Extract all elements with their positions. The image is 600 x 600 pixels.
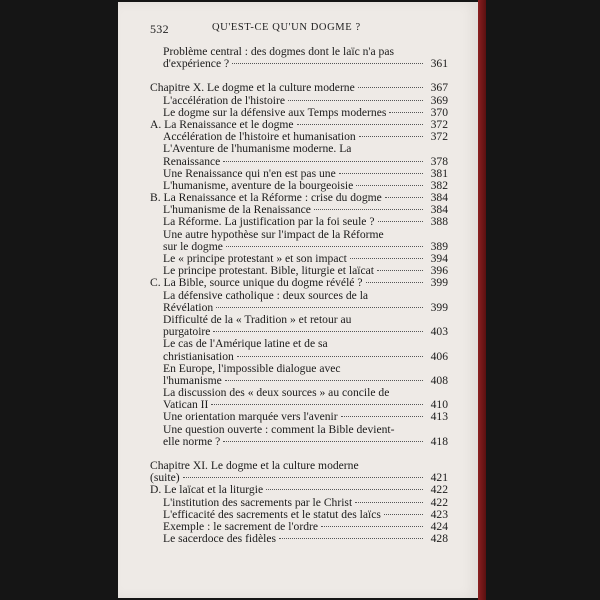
toc-entry [150, 229, 448, 241]
toc-entry-text: Une Renaissance qui n'en est pas une [163, 167, 336, 180]
leader-dots [350, 258, 423, 259]
table-of-contents [150, 46, 448, 545]
leader-dots [384, 514, 423, 515]
toc-entry-text: Exemple : le sacrement de l'ordre [163, 520, 318, 533]
toc-page-number: 367 [430, 81, 448, 95]
leader-dots [226, 246, 423, 247]
toc-entry [150, 338, 448, 350]
toc-entry-text: L'humanisme, aventure de la bourgeoisie [163, 179, 354, 192]
toc-entry-text: C. La Bible, source unique du dogme révélé ? [150, 277, 363, 290]
toc-entry-text: Problème central : des dogmes dont le laïc n'a pas [163, 46, 394, 58]
toc-entry [150, 204, 448, 216]
toc-page-number: 384 [430, 191, 448, 205]
toc-page-number: 421 [430, 471, 448, 485]
toc-entry-text: A. La Renaissance et le dogme [150, 118, 294, 131]
toc-page-number: 399 [430, 276, 448, 290]
leader-dots [288, 100, 423, 101]
leader-dots [211, 404, 423, 405]
toc-entry [150, 46, 448, 58]
toc-page-number: 413 [430, 410, 448, 424]
toc-entry [150, 460, 448, 472]
leader-dots [232, 63, 423, 64]
toc-entry [150, 156, 448, 168]
toc-entry [150, 509, 448, 521]
toc-entry-text: purgatoire [163, 326, 211, 339]
leader-dots [213, 331, 423, 332]
leader-dots [339, 173, 423, 174]
toc-page-number: 410 [430, 398, 448, 412]
leader-dots [223, 161, 423, 162]
toc-entry-text: Révélation [163, 301, 214, 314]
toc-entry-text: La défensive catholique : deux sources de la [163, 289, 369, 302]
toc-entry-text: Renaissance [163, 155, 221, 168]
toc-entry-text: Une question ouverte : comment la Bible devient- [163, 423, 395, 436]
book-cover-edge [478, 0, 486, 600]
toc-entry [150, 399, 448, 411]
toc-entry [150, 363, 448, 375]
toc-entry-text: La discussion des « deux sources » au concile de [163, 387, 390, 400]
toc-entry-text: elle norme ? [163, 435, 221, 448]
toc-entry [150, 241, 448, 253]
toc-entry [150, 472, 448, 484]
toc-entry-text: Le « principe protestant » et son impact [163, 253, 347, 265]
toc-entry-text: En Europe, l'impossible dialogue avec [163, 362, 341, 375]
toc-page-number: 372 [430, 130, 448, 144]
toc-entry-text: Une autre hypothèse sur l'impact de la Réforme [163, 228, 384, 241]
toc-entry-text: B. La Renaissance et la Réforme : crise du dogme [150, 192, 382, 205]
toc-page-number: 361 [430, 57, 448, 71]
toc-entry [150, 107, 448, 119]
toc-entry-text: Le sacerdoce des fidèles [163, 533, 276, 546]
toc-entry-text: Le principe protestant. Bible, liturgie et laïcat [163, 265, 374, 278]
toc-page-number: 418 [430, 434, 448, 448]
leader-dots [237, 356, 423, 357]
leader-dots [183, 477, 423, 478]
toc-entry-text: L'institution des sacrements par le Christ [163, 496, 353, 509]
toc-entry [150, 484, 448, 496]
toc-entry-text: La Réforme. La justification par la foi seule ? [163, 216, 375, 229]
toc-entry [150, 351, 448, 363]
toc-page-number: 396 [430, 264, 448, 278]
toc-entry [150, 387, 448, 399]
toc-page-number: 381 [430, 166, 448, 180]
leader-dots [356, 185, 423, 186]
toc-entry [150, 411, 448, 423]
leader-dots [223, 441, 423, 442]
toc-entry-text: L'Aventure de l'humanisme moderne. La [163, 143, 352, 156]
leader-dots [355, 502, 423, 503]
toc-page-number: 384 [430, 203, 448, 217]
toc-entry [150, 290, 448, 302]
toc-entry [150, 521, 448, 533]
toc-entry-text: Le cas de l'Amérique latine et de sa [163, 338, 328, 351]
leader-dots [358, 87, 423, 88]
toc-entry [150, 533, 448, 545]
toc-page-number: 389 [430, 239, 448, 253]
leader-dots [389, 112, 423, 113]
toc-page-number: 424 [430, 519, 448, 533]
toc-page-number: 422 [430, 483, 448, 497]
toc-page-number: 370 [430, 105, 448, 119]
toc-entry [150, 216, 448, 228]
toc-page-number: 422 [430, 495, 448, 509]
toc-entry [150, 326, 448, 338]
toc-entry-text: christianisation [163, 350, 234, 363]
toc-page-number: 399 [430, 300, 448, 314]
toc-entry-text: (suite) [150, 472, 180, 485]
toc-entry [150, 131, 448, 143]
toc-entry [150, 58, 448, 70]
toc-entry [150, 314, 448, 326]
toc-entry [150, 375, 448, 387]
toc-entry [150, 95, 448, 107]
leader-dots [279, 538, 423, 539]
toc-entry [150, 180, 448, 192]
toc-entry [150, 436, 448, 448]
toc-page-number: 378 [430, 154, 448, 168]
toc-entry-text: Accélération de l'histoire et humanisation [163, 131, 356, 144]
toc-entry [150, 265, 448, 277]
leader-dots [359, 136, 423, 137]
toc-page-number: 403 [430, 325, 448, 339]
section-gap [150, 448, 448, 460]
toc-page-number: 388 [430, 215, 448, 229]
page-number: 532 [150, 22, 169, 36]
running-title: QU'EST-CE QU'UN DOGME ? [212, 22, 361, 33]
toc-entry-text: l'humanisme [163, 374, 222, 387]
leader-dots [314, 209, 423, 210]
toc-entry-text: Chapitre XI. Le dogme et la culture moderne [150, 460, 359, 472]
leader-dots [377, 270, 423, 271]
toc-entry [150, 192, 448, 204]
toc-entry-text: Chapitre X. Le dogme et la culture moderne [150, 82, 355, 95]
toc-entry-text: Le dogme sur la défensive aux Temps modernes [163, 106, 387, 119]
toc-entry-text: D. Le laïcat et la liturgie [150, 484, 264, 497]
section-gap [150, 70, 448, 82]
leader-dots [266, 489, 423, 490]
toc-entry-text: L'efficacité des sacrements et le statut des laïcs [163, 508, 381, 521]
toc-entry-text: L'accélération de l'histoire [163, 94, 285, 107]
leader-dots [321, 526, 423, 527]
toc-entry-text: L'humanisme de la Renaissance [163, 204, 311, 217]
toc-entry [150, 302, 448, 314]
toc-entry [150, 497, 448, 509]
toc-entry-text: Difficulté de la « Tradition » et retour au [163, 313, 352, 326]
toc-entry [150, 168, 448, 180]
toc-page-number: 382 [430, 178, 448, 192]
toc-page-number: 372 [430, 117, 448, 131]
leader-dots [341, 416, 423, 417]
toc-page-number: 406 [430, 349, 448, 363]
leader-dots [216, 307, 423, 308]
leader-dots [297, 124, 423, 125]
toc-page-number: 369 [430, 93, 448, 107]
toc-entry-text: sur le dogme [163, 240, 223, 253]
toc-entry-text: Une orientation marquée vers l'avenir [163, 411, 338, 424]
leader-dots [385, 197, 423, 198]
leader-dots [378, 221, 423, 222]
toc-entry [150, 119, 448, 131]
toc-page-number: 428 [430, 532, 448, 546]
leader-dots [366, 282, 424, 283]
toc-entry [150, 277, 448, 289]
toc-entry [150, 82, 448, 94]
toc-entry-text: d'expérience ? [163, 58, 230, 71]
toc-entry-text: Vatican II [163, 399, 209, 412]
toc-page-number: 394 [430, 252, 448, 265]
toc-entry [150, 424, 448, 436]
toc-page-number: 408 [430, 373, 448, 387]
toc-entry [150, 253, 448, 265]
toc-entry [150, 143, 448, 155]
toc-page-number: 423 [430, 507, 448, 521]
leader-dots [225, 380, 423, 381]
